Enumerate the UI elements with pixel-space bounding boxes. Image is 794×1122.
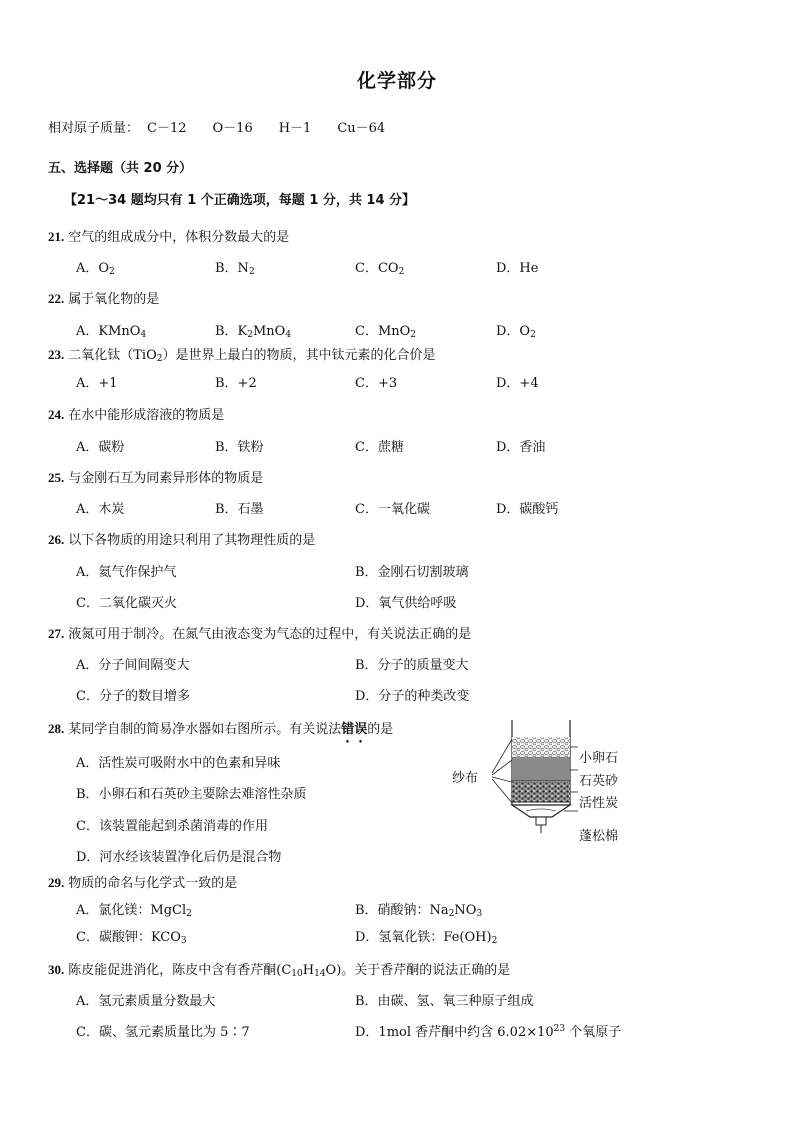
question-30 — [48, 959, 510, 978]
option-a[interactable]: A．氦气作保护气 — [76, 565, 177, 580]
question-stem: 的是 — [367, 722, 394, 737]
question-25 — [48, 467, 263, 486]
option-b[interactable]: B．+2 — [215, 376, 257, 391]
question-number: 24. — [48, 407, 65, 422]
atomic-masses-label: 相对原子质量： — [48, 121, 140, 136]
subscript: 3 — [476, 909, 483, 919]
question-28 — [48, 718, 393, 746]
question-number: 23. — [48, 347, 65, 362]
atomic-masses — [48, 117, 411, 136]
option-b[interactable]: B．分子的质量变大 — [355, 658, 469, 673]
question-stem: 二氧化钛（TiO — [68, 348, 157, 363]
atomic-mass-cu: Cu－64 — [337, 121, 386, 136]
question-stem: H — [302, 963, 315, 978]
subscript: 2 — [398, 267, 405, 277]
question-23 — [48, 344, 436, 363]
subscript: 14 — [314, 969, 326, 979]
question-stem: 空气的组成成分中，体积分数最大的是 — [68, 230, 290, 245]
sand-layer — [512, 759, 570, 781]
option-d[interactable] — [496, 320, 536, 339]
option-a[interactable] — [76, 899, 192, 918]
option-d[interactable]: D．河水经该装置净化后仍是混合物 — [76, 850, 282, 865]
figure-label-pebble: 小卵石 — [579, 751, 619, 766]
subscript: 2 — [156, 354, 163, 364]
option-b[interactable]: B．金刚石切割玻璃 — [355, 565, 469, 580]
atomic-mass-c: C－12 — [147, 121, 187, 136]
section-note: 【21～34 题均只有 1 个正确选项，每题 1 分，共 14 分】 — [64, 193, 416, 208]
option-d[interactable] — [496, 257, 538, 276]
option-b[interactable] — [215, 257, 255, 276]
option-c[interactable] — [355, 257, 404, 276]
option-d[interactable]: D．香油 — [496, 440, 546, 455]
option-text: D．1mol 香芹酮中约含 6.02×10 — [355, 1025, 554, 1040]
subscript: 2 — [248, 267, 255, 277]
option-d[interactable]: D．碳酸钙 — [496, 502, 559, 517]
question-26 — [48, 529, 315, 548]
option-a[interactable]: A．+1 — [76, 376, 118, 391]
question-29 — [48, 872, 237, 891]
option-c[interactable]: C．该装置能起到杀菌消毒的作用 — [76, 819, 268, 834]
option-text: 个氧原子 — [565, 1025, 622, 1040]
option-text: NO — [454, 903, 477, 918]
subscript: 2 — [448, 909, 455, 919]
subscript: 2 — [247, 330, 253, 340]
option-text: D．O — [496, 324, 531, 339]
question-stem: 在水中能形成溶液的物质是 — [68, 408, 225, 423]
option-a[interactable]: A．碳粉 — [76, 440, 125, 455]
atomic-mass-o: O－16 — [212, 121, 253, 136]
page-title: 化学部分 — [356, 70, 437, 92]
option-text: D．氢氧化铁：Fe(OH) — [355, 930, 492, 945]
figure-label-cloth: 纱布 — [452, 771, 479, 786]
question-21 — [48, 226, 289, 245]
option-b[interactable]: B．由碳、氢、氧三种原子组成 — [355, 994, 534, 1009]
carbon-layer — [512, 782, 570, 802]
option-a[interactable]: A．木炭 — [76, 502, 125, 517]
question-stem: 某同学自制的简易净水器如右图所示。有关说法 — [68, 722, 342, 737]
question-number: 21. — [48, 229, 65, 244]
atomic-mass-h: H－1 — [278, 121, 312, 136]
question-22 — [48, 288, 159, 307]
option-b[interactable]: B．石墨 — [215, 502, 264, 517]
question-number: 27. — [48, 626, 65, 641]
question-stem: O)。关于香芹酮的说法正确的是 — [325, 963, 511, 978]
option-c[interactable]: C．二氧化碳灭火 — [76, 596, 177, 611]
option-a[interactable] — [76, 320, 146, 339]
question-number: 30. — [48, 962, 65, 977]
option-d[interactable] — [355, 1021, 621, 1040]
subscript: 2 — [410, 330, 417, 340]
option-text: A．KMnO — [76, 324, 141, 339]
emphasis-word: 错误 — [341, 722, 368, 737]
option-a[interactable] — [76, 257, 115, 276]
question-stem: 与金刚石互为同素异形体的物质是 — [68, 471, 264, 486]
section-heading: 五、选择题（共 20 分） — [48, 161, 193, 176]
pebble-layer — [512, 737, 570, 758]
question-stem: 液氮可用于制冷。在氮气由液态变为气态的过程中，有关说法正确的是 — [68, 627, 472, 642]
option-b[interactable]: B．铁粉 — [215, 440, 264, 455]
option-c[interactable] — [76, 926, 187, 945]
question-number: 22. — [48, 291, 65, 306]
subscript: 4 — [140, 330, 147, 340]
option-a[interactable]: A．活性炭可吸附水中的色素和异味 — [76, 756, 281, 771]
option-c[interactable]: C．一氧化碳 — [355, 502, 430, 517]
option-text: MnO — [253, 324, 286, 339]
option-text: D．He — [496, 261, 539, 276]
question-number: 25. — [48, 470, 65, 485]
option-c[interactable]: C．+3 — [355, 376, 398, 391]
option-text: C．MnO — [355, 324, 411, 339]
figure-label-sand: 石英砂 — [579, 774, 619, 789]
option-text: B．硝酸钠：Na — [355, 903, 449, 918]
question-24 — [48, 404, 224, 423]
subscript: 2 — [491, 936, 498, 946]
option-text: A．氯化镁：MgCl — [76, 903, 187, 918]
option-text: C．CO — [355, 261, 399, 276]
subscript: 4 — [285, 330, 292, 340]
option-b[interactable]: B．小卵石和石英砂主要除去难溶性杂质 — [76, 787, 307, 802]
question-stem: ）是世界上最白的物质，其中钛元素的化合价是 — [162, 348, 436, 363]
question-stem: 以下各物质的用途只利用了其物理性质的是 — [68, 533, 316, 548]
question-number: 28. — [48, 721, 65, 736]
option-a[interactable]: A．分子间间隔变大 — [76, 658, 190, 673]
subscript: 2 — [186, 909, 192, 919]
option-d[interactable]: D．+4 — [496, 376, 539, 391]
option-a[interactable]: A．氢元素质量分数最大 — [76, 994, 216, 1009]
water-purifier-figure — [440, 715, 640, 850]
option-text: C．碳酸钾：KCO — [76, 930, 181, 945]
question-stem: 陈皮能促进消化，陈皮中含有香芹酮(C — [68, 963, 292, 978]
figure-label-cotton: 蓬松棉 — [579, 829, 619, 844]
question-number: 29. — [48, 875, 65, 890]
option-b[interactable] — [215, 320, 291, 339]
subscript: 10 — [291, 969, 303, 979]
option-c[interactable]: C．蔗糖 — [355, 440, 404, 455]
subscript: 2 — [109, 267, 115, 277]
option-c[interactable]: C．碳、氢元素质量比为 5∶7 — [76, 1025, 250, 1040]
question-stem: 物质的命名与化学式一致的是 — [68, 876, 238, 891]
figure-label-carbon: 活性炭 — [579, 796, 619, 811]
option-c[interactable] — [355, 320, 416, 339]
option-d[interactable]: D．氧气供给呼吸 — [355, 596, 457, 611]
option-text: B．K — [215, 324, 248, 339]
option-text: B．N — [215, 261, 249, 276]
subscript: 2 — [530, 330, 536, 340]
option-c[interactable]: C．分子的数目增多 — [76, 689, 190, 704]
superscript: 23 — [553, 1024, 566, 1034]
option-d[interactable]: D．分子的种类改变 — [355, 689, 470, 704]
subscript: 3 — [180, 936, 187, 946]
question-number: 26. — [48, 532, 65, 547]
option-b[interactable] — [355, 899, 482, 918]
option-d[interactable] — [355, 926, 497, 945]
question-stem: 属于氧化物的是 — [68, 292, 160, 307]
question-27 — [48, 623, 471, 642]
option-text: A．O — [76, 261, 110, 276]
